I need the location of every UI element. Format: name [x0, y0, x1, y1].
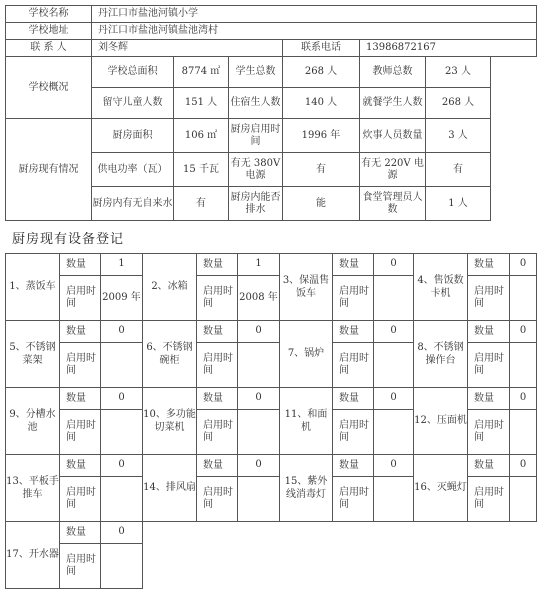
start-time-label: 启用时间 — [60, 276, 101, 321]
equipment-name: 9、分槽水池 — [6, 388, 60, 455]
equipment-name: 13、平板手推车 — [6, 455, 60, 522]
qty-label: 数量 — [60, 522, 101, 544]
kitchen-year-value: 1996 年 — [283, 119, 360, 153]
water-label: 厨房内有无自来水 — [92, 187, 174, 221]
qty-label: 数量 — [468, 388, 510, 410]
qty-label: 数量 — [333, 321, 374, 343]
total-area-value: 8774 ㎡ — [174, 57, 229, 88]
equipment-row-qty — [6, 321, 537, 343]
diners-value: 268 人 — [426, 88, 491, 119]
equipment-name: 11、和面机 — [280, 388, 333, 455]
school-name-label: 学校名称 — [6, 6, 92, 23]
contact-value: 刘冬辉 — [92, 40, 283, 57]
kitchen-year-label: 厨房启用时间 — [229, 119, 283, 153]
drain-value: 能 — [283, 187, 360, 221]
students-value: 268 人 — [283, 57, 360, 88]
start-time-label: 启用时间 — [468, 276, 510, 321]
equipment-table — [5, 253, 537, 589]
start-time-value — [101, 410, 143, 455]
start-time-value — [374, 276, 414, 321]
qty-value: 0 — [374, 254, 414, 276]
equipment-name: 3、保温售饭车 — [280, 254, 333, 321]
equipment-name: 17、开水器 — [6, 522, 60, 589]
qty-value: 1 — [101, 254, 143, 276]
start-time-value — [374, 410, 414, 455]
equipment-name: 7、锅炉 — [280, 321, 333, 388]
start-time-label: 启用时间 — [333, 410, 374, 455]
equipment-row-qty — [6, 254, 537, 276]
equipment-name: 8、不锈钢操作台 — [414, 321, 468, 388]
start-time-label: 启用时间 — [60, 477, 101, 522]
start-time-label: 启用时间 — [468, 410, 510, 455]
qty-value: 1 — [238, 254, 280, 276]
equipment-name: 14、排风扇 — [143, 455, 197, 522]
start-time-value — [101, 343, 143, 388]
qty-value: 0 — [510, 455, 537, 477]
qty-value: 0 — [374, 388, 414, 410]
qty-value: 0 — [101, 321, 143, 343]
cooks-label: 炊事人员数量 — [360, 119, 426, 153]
start-time-label: 启用时间 — [468, 343, 510, 388]
start-time-label: 启用时间 — [197, 477, 238, 522]
start-time-value — [238, 410, 280, 455]
qty-value: 0 — [238, 321, 280, 343]
qty-label: 数量 — [197, 321, 238, 343]
equipment-name: 4、售饭数卡机 — [414, 254, 468, 321]
left-behind-label: 留守儿童人数 — [92, 88, 174, 119]
start-time-value: 2009 年 — [101, 276, 143, 321]
teachers-value: 23 人 — [426, 57, 491, 88]
section-heading: 厨房现有设备登记 — [12, 232, 125, 247]
start-time-label: 启用时间 — [333, 477, 374, 522]
qty-label: 数量 — [333, 254, 374, 276]
qty-label: 数量 — [333, 388, 374, 410]
start-time-label: 启用时间 — [60, 343, 101, 388]
start-time-value — [238, 477, 280, 522]
qty-label: 数量 — [333, 455, 374, 477]
equipment-row-qty — [6, 455, 537, 477]
qty-label: 数量 — [60, 254, 101, 276]
qty-label: 数量 — [60, 455, 101, 477]
start-time-value — [510, 410, 537, 455]
qty-label: 数量 — [60, 321, 101, 343]
qty-label: 数量 — [197, 388, 238, 410]
start-time-value — [238, 343, 280, 388]
qty-value: 0 — [374, 455, 414, 477]
equipment-name: 2、冰箱 — [143, 254, 197, 321]
start-time-value — [374, 343, 414, 388]
contact-label: 联 系 人 — [6, 40, 92, 57]
qty-value: 0 — [101, 388, 143, 410]
total-area-label: 学校总面积 — [92, 57, 174, 88]
start-time-value — [510, 343, 537, 388]
qty-value: 0 — [510, 388, 537, 410]
managers-label: 食堂管理员人数 — [360, 187, 426, 221]
qty-value: 0 — [510, 321, 537, 343]
equipment-row-qty — [6, 388, 537, 410]
equipment-name: 10、多功能切菜机 — [143, 388, 197, 455]
diners-label: 就餐学生人数 — [360, 88, 426, 119]
equipment-name: 5、不锈钢菜架 — [6, 321, 60, 388]
start-time-label: 启用时间 — [197, 410, 238, 455]
start-time-label: 启用时间 — [60, 544, 101, 589]
start-time-value — [101, 544, 143, 589]
start-time-label: 启用时间 — [60, 410, 101, 455]
start-time-label: 启用时间 — [333, 343, 374, 388]
students-label: 学生总数 — [229, 57, 283, 88]
qty-label: 数量 — [468, 321, 510, 343]
start-time-label: 启用时间 — [468, 477, 510, 522]
power-label: 供电功率（瓦） — [92, 153, 174, 187]
boarders-value: 140 人 — [283, 88, 360, 119]
v380-label: 有无 380V 电源 — [229, 153, 283, 187]
school-info-table — [5, 5, 537, 221]
qty-value: 0 — [238, 455, 280, 477]
qty-label: 数量 — [468, 254, 510, 276]
qty-value: 0 — [101, 522, 143, 544]
equipment-name: 12、压面机 — [414, 388, 468, 455]
qty-value: 0 — [510, 254, 537, 276]
qty-value: 0 — [238, 388, 280, 410]
qty-value: 0 — [374, 321, 414, 343]
equipment-row-start — [6, 544, 537, 589]
managers-value: 1 人 — [426, 187, 491, 221]
equipment-name: 15、紫外线消毒灯 — [280, 455, 333, 522]
start-time-value — [101, 477, 143, 522]
v220-label: 有无 220V 电源 — [360, 153, 426, 187]
teachers-label: 教师总数 — [360, 57, 426, 88]
kitchen-area-label: 厨房面积 — [92, 119, 174, 153]
left-behind-value: 151 人 — [174, 88, 229, 119]
boarders-label: 住宿生人数 — [229, 88, 283, 119]
drain-label: 厨房内能否排水 — [229, 187, 283, 221]
power-value: 15 千瓦 — [174, 153, 229, 187]
start-time-value — [374, 477, 414, 522]
v220-value: 有 — [426, 153, 491, 187]
overview-label: 学校概况 — [6, 57, 92, 119]
qty-label: 数量 — [468, 455, 510, 477]
equipment-name: 1、蒸饭车 — [6, 254, 60, 321]
qty-value: 0 — [101, 455, 143, 477]
school-name-value: 丹江口市盐池河镇小学 — [92, 6, 537, 23]
school-address-value: 丹江口市盐池河镇盐池湾村 — [92, 23, 537, 40]
phone-label: 联系电话 — [283, 40, 360, 57]
start-time-value — [510, 276, 537, 321]
start-time-value — [510, 477, 537, 522]
phone-value: 13986872167 — [360, 40, 537, 57]
qty-label: 数量 — [60, 388, 101, 410]
equipment-row-qty — [6, 522, 537, 544]
v380-value: 有 — [283, 153, 360, 187]
start-time-label: 启用时间 — [197, 276, 238, 321]
school-address-label: 学校地址 — [6, 23, 92, 40]
equipment-name: 6、不锈钢碗柜 — [143, 321, 197, 388]
kitchen-area-value: 106 ㎡ — [174, 119, 229, 153]
kitchen-status-label: 厨房现有情况 — [6, 119, 92, 221]
water-value: 有 — [174, 187, 229, 221]
equipment-name: 16、灭蝇灯 — [414, 455, 468, 522]
start-time-label: 启用时间 — [197, 343, 238, 388]
qty-label: 数量 — [197, 455, 238, 477]
start-time-value: 2008 年 — [238, 276, 280, 321]
start-time-label: 启用时间 — [333, 276, 374, 321]
qty-label: 数量 — [197, 254, 238, 276]
cooks-value: 3 人 — [426, 119, 491, 153]
